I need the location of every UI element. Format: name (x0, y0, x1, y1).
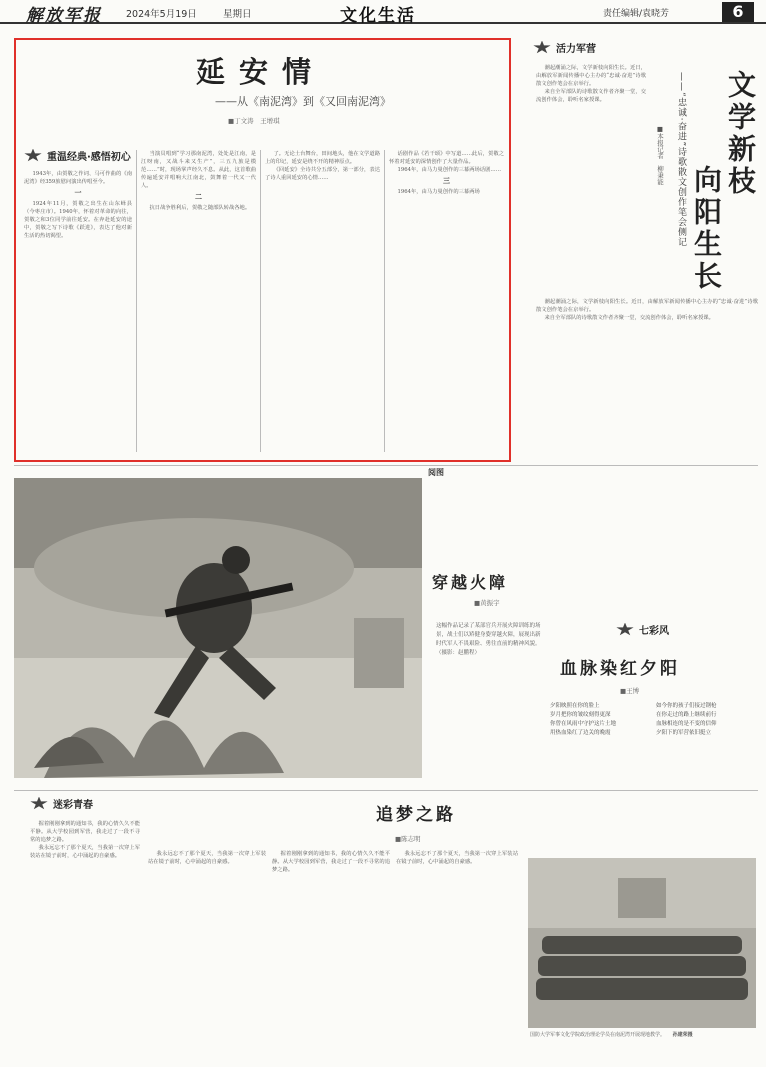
feature-column-2 (141, 150, 256, 452)
section-number: 一 (74, 188, 82, 197)
feature-title: 延安情 (196, 55, 326, 89)
feature-authors: ■丁文涛 王增琪 (228, 117, 280, 125)
paragraph: 1964年，由马力曼创作的三幕两场 (397, 189, 480, 195)
group-photo-nanniwan (528, 858, 756, 1028)
star-icon (30, 797, 48, 811)
group-photo-caption (530, 1032, 756, 1039)
issue-date: 2024年5月19日 (126, 9, 197, 20)
column-tag-label: 重温经典·感悟初心 (47, 152, 131, 163)
star-icon (616, 623, 634, 637)
youth-column-3 (272, 850, 390, 1058)
paragraph: 当演员唱到“学习那南泥湾，处处是江南，是江呀南，又战斗来又生产”，三五九旅是模范……”时，现场掌声经久不息。从此，这首歌曲传遍延安并唱响大江南北，鼓舞着一代又一代人。 (141, 151, 256, 189)
paragraph: 我永远忘不了那个夏天，当我第一次穿上军装站在镜子前时，心中涌起的自豪感。 (148, 851, 266, 865)
paragraph: 我永远忘不了那个夏天，当我第一次穿上军装站在镜子前时，心中涌起的自豪感。 (30, 845, 140, 859)
paragraph: 1943年，由贺敬之作词、马可作曲的《南泥湾》经359旅慰问演出传唱至今。 (24, 171, 132, 185)
right-feature-column-a (536, 64, 646, 292)
right-feature-author: ■本报记者 柳秉能 (656, 125, 664, 185)
column-tag-label: 七彩风 (639, 626, 669, 637)
paragraph: 潮起潮涌之际，文学新枝向阳生长。近日，由解放军新闻传播中心主办的“忠诚·奋进”诗歌散文创作笔会在京举行。 (536, 65, 646, 87)
poem-stanza-left (550, 702, 650, 782)
paragraph: 抗日战争胜利后，贺敬之随部队转战各地。 (149, 205, 251, 211)
feature-column-3 (265, 150, 380, 452)
youth-column-1 (30, 820, 140, 1058)
poem-line: 夕阳映照在你的脸上 (550, 703, 600, 709)
paragraph: 来自全军部队的诗歌散文作者齐聚一堂，交流创作体会，聆听名家授课。 (544, 315, 714, 321)
right-feature-column-b (536, 298, 758, 458)
right-feature-title-line-2: 向阳生长 (690, 165, 723, 293)
paragraph: 了。无论土台舞台，田间地头，他在文学道路上的印记，延安是绕不开的精神原点。 (265, 151, 380, 165)
fire-obstacle-photo (14, 478, 422, 778)
paragraph: 来自全军部队的诗歌散文作者齐聚一堂，交流创作体会，聆听名家授课。 (536, 89, 646, 103)
poem-author: ■王博 (620, 687, 640, 695)
column-tag-camouflage-youth (30, 796, 93, 811)
paragraph: 握着刚刚拿到的通知书，我的心情久久不能平静。从大学校园到军营，我走过了一段不寻常的追梦之路。 (272, 851, 390, 873)
photo-story-caption: 这幅作品记录了某部官兵开展火障训练的场景，战士们以矫健身姿穿越火障，展现出新时代军人不畏艰险、勇往直前的精神风貌。（摄影：赵鹏程） (436, 623, 541, 656)
poem-line: 如今你的孩子们接过钢枪 (656, 703, 717, 709)
column-divider (136, 150, 137, 452)
column-divider (384, 150, 385, 452)
photo-story-author: ■黄振宇 (474, 599, 500, 607)
poem-line: 在你走过的路上继续前行 (656, 712, 717, 718)
column-divider (260, 150, 261, 452)
section-divider (14, 465, 758, 466)
poem-line: 夕阳下的军营依旧挺立 (656, 730, 712, 736)
section-title: 文化生活 (340, 6, 416, 26)
poem-line: 你曾在风雨中守护这片土地 (550, 721, 617, 727)
right-feature-subtitle: ——“忠诚·奋进”诗歌散文创作笔会侧记 (676, 72, 686, 248)
youth-story-title: 追梦之路 (376, 805, 456, 825)
feature-subtitle: ——从《南泥湾》到《又回南泥湾》 (215, 95, 391, 108)
paragraph: 《回延安》全诗共分五部分，第一部分，表达了诗人重回延安的心情…… (265, 167, 380, 181)
feature-column-4 (389, 150, 504, 435)
youth-story-author: ■陈志明 (395, 835, 421, 843)
page-number: 6 (722, 2, 754, 22)
poem-line: 用热血染红了边关的晚霞 (550, 730, 611, 736)
star-icon (24, 149, 42, 163)
section-number: 二 (195, 192, 202, 201)
column-tag-label: 活力军营 (556, 44, 596, 55)
group-photo-credit: 孙建荣摄 (672, 1032, 693, 1038)
column-tag-vitality-barracks (533, 40, 596, 55)
paragraph: 1964年，由马力曼创作的三幕两场话剧…… (397, 167, 501, 173)
right-feature-title-line-1: 文学新枝 (724, 70, 757, 198)
poem-line: 血脉相连的是不变的信仰 (656, 721, 717, 727)
feature-column-1 (24, 170, 132, 452)
issue-weekday: 星期日 (223, 9, 252, 20)
star-icon (533, 41, 551, 55)
column-tag-label: 迷彩青春 (53, 800, 93, 811)
column-tag-seven-colors (616, 622, 669, 637)
newspaper-logo: 解放军报 (26, 6, 102, 26)
section-divider (14, 790, 758, 791)
paragraph: 潮起潮涌之际，文学新枝向阳生长。近日，由解放军新闻传播中心主办的“忠诚·奋进”诗歌散文创作笔会在京举行。 (536, 299, 758, 313)
paragraph: 我永远忘不了那个夏天，当我第一次穿上军装站在镜子前时，心中涌起的自豪感。 (396, 851, 518, 865)
youth-column-4 (396, 850, 518, 1058)
paragraph: 话剧作品《若干颂》中写道……此后，贺敬之怀着对延安的深情创作了大量作品。 (389, 151, 504, 165)
poem-stanza-right (656, 702, 758, 782)
poem-title: 血脉染红夕阳 (560, 659, 680, 679)
paragraph: 1924年11月，贺敬之出生在山东峄县（今枣庄市）。1940年，怀着对革命的向往，贺敬之和3位同学前往延安。在奔赴延安的途中，贺敬之写下诗歌《跃进》，表达了他对新生活的热切渴望。 (24, 201, 132, 239)
photo-story-title: 穿越火障 (432, 573, 509, 592)
paragraph: 握着刚刚拿到的通知书，我的心情久久不能平静。从大学校园到军营，我走过了一段不寻常的追梦之路。 (30, 821, 140, 843)
youth-column-2 (148, 850, 266, 1058)
group-photo-caption-text: 国防大学军事文化学院政治理论学员在南泥湾开展现地教学。 (530, 1032, 666, 1038)
photo-section-label: 阅图 (428, 468, 444, 477)
column-tag-revisit-classics (24, 148, 131, 163)
responsible-editor: 责任编辑/袁晓芳 (603, 9, 670, 19)
section-number: 三 (443, 176, 450, 185)
poem-line: 岁月把你的皱纹刻得更深 (550, 712, 611, 718)
